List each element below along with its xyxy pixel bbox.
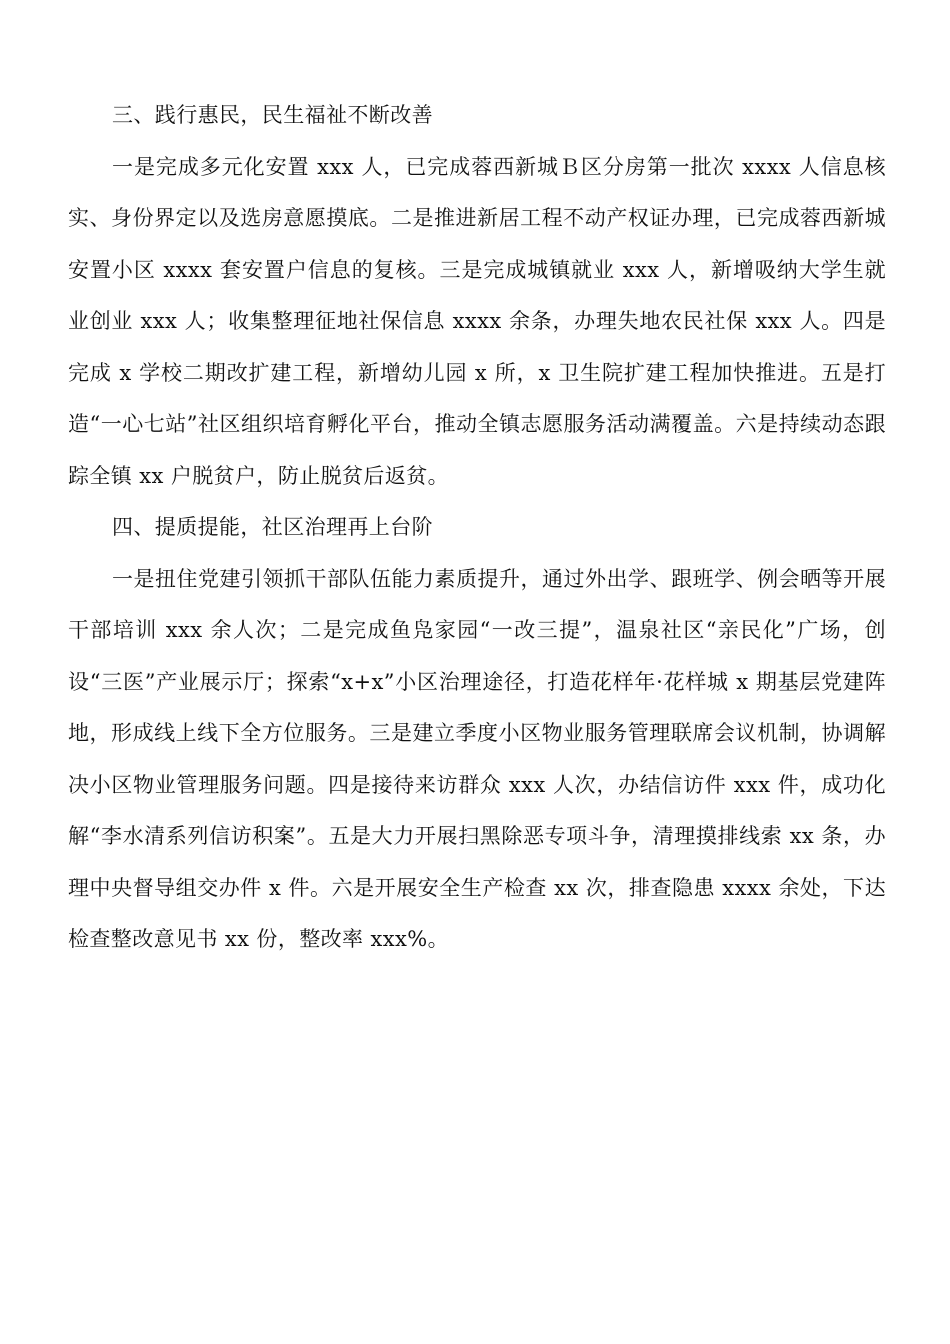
document-body — [68, 90, 886, 966]
section-three-heading: 三、践行惠民，民生福祉不断改善 — [112, 103, 433, 127]
section-four-heading: 四、提质提能，社区治理再上台阶 — [112, 515, 433, 539]
section-three-paragraph: 一是完成多元化安置 xxx 人，已完成蓉西新城Ｂ区分房第一批次 xxxx 人信息核实、身份界定以及选房意愿摸底。二是推进新居工程不动产权证办理，已完成蓉西新城安置小区 xxxx 套安置户信息的复核。三是完成城镇就业 xxx 人，新增吸纳大学生就业创业 xxx 人；收集整理征地社保信息 xxxx 余条，办理失地农民社保 xxx 人。四是完成 x 学校二期改扩建工程，新增幼儿园 x 所，x 卫生院扩建工程加快推进。五是打造“一心七站”社区组织培育孵化平台，推动全镇志愿服务活动满覆盖。六是持续动态跟踪全镇 xx 户脱贫户，防止脱贫后返贫。 — [68, 154, 886, 488]
section-four-paragraph: 一是扭住党建引领抓干部队伍能力素质提升，通过外出学、跟班学、例会晒等开展干部培训 xxx 余人次；二是完成鱼凫家园“一改三提”，温泉社区“亲民化”广场，创设“三医”产业展示厅；探索“x+x”小区治理途径，打造花样年·花样城 x 期基层党建阵地，形成线上线下全方位服务。三是建立季度小区物业服务管理联席会议机制，协调解决小区物业管理服务问题。四是接待来访群众 xxx 人次，办结信访件 xxx 件，成功化解“李水清系列信访积案”。五是大力开展扫黑除恶专项斗争，清理摸排线索 xx 条，办理中央督导组交办件 x 件。六是开展安全生产检查 xx 次，排查隐患 xxxx 余处，下达检查整改意见书 xx 份，整改率 xxx%。 — [68, 566, 886, 951]
